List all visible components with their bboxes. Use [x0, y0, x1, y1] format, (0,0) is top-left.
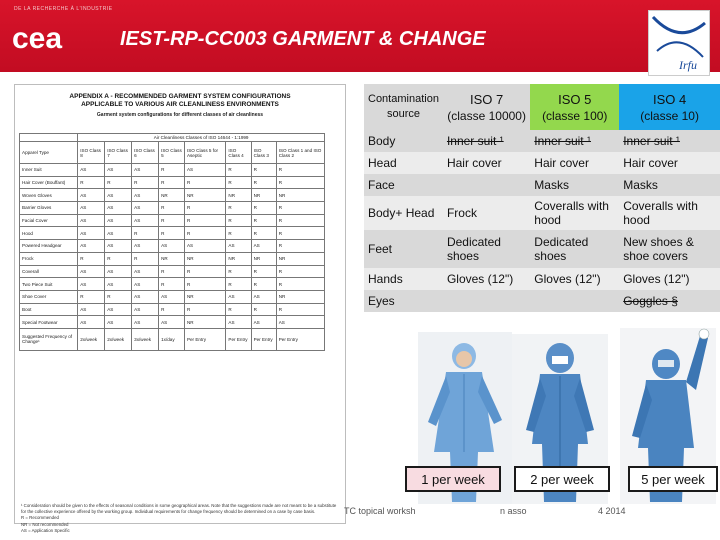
- recommendation-cell: AS: [159, 290, 185, 303]
- note: R = Recommended: [21, 515, 59, 521]
- recommendation-cell: AS: [184, 164, 225, 177]
- recommendation-cell: R: [132, 176, 159, 189]
- recommendation-cell: AS: [251, 290, 276, 303]
- apparel-type-cell: Boot: [20, 303, 78, 316]
- recommendation-cell: AS: [105, 240, 132, 253]
- recommendation-cell: AS: [132, 290, 159, 303]
- recommendation-cell: AS: [78, 227, 105, 240]
- recommendation-cell: R: [159, 214, 185, 227]
- recommendation-cell: R: [251, 227, 276, 240]
- iso7-cell: Frock: [443, 196, 530, 230]
- recommendation-cell: NR: [251, 189, 276, 202]
- recommendation-cell: R: [78, 290, 105, 303]
- recommendation-cell: R: [226, 265, 251, 278]
- recommendation-cell: R: [226, 214, 251, 227]
- recommendation-cell: AS: [78, 303, 105, 316]
- row-source: Body: [364, 130, 443, 152]
- recommendation-cell: NR: [226, 189, 251, 202]
- iso4-cell: Masks: [619, 174, 720, 196]
- recommendation-cell: R: [159, 227, 185, 240]
- appendix-row: [20, 303, 325, 316]
- apparel-type-cell: Barrier Gloves: [20, 202, 78, 215]
- recommendation-cell: R: [105, 290, 132, 303]
- col-header: ISO Class 8: [78, 142, 105, 164]
- irfu-logo: [648, 10, 710, 76]
- recommendation-cell: NR: [159, 252, 185, 265]
- appendix-row: [20, 252, 325, 265]
- recommendation-cell: R: [226, 202, 251, 215]
- recommendation-cell: AS: [105, 164, 132, 177]
- recommendation-cell: AS: [105, 303, 132, 316]
- slide-title: IEST-RP-CC003 GARMENT & CHANGE: [120, 28, 486, 50]
- brand-tagline: DE LA RECHERCHE À L'INDUSTRIE: [14, 6, 113, 12]
- iso4-cell: Hair cover: [619, 152, 720, 174]
- col-header: ISO Class 7: [105, 142, 132, 164]
- garment-comparison-table: [364, 84, 720, 312]
- slide-header: [0, 0, 720, 72]
- recommendation-cell: R: [78, 176, 105, 189]
- recommendation-cell: AS: [226, 290, 251, 303]
- recommendation-cell: AS: [226, 316, 251, 329]
- appendix-row: [20, 164, 325, 177]
- iso5-cell: Coveralls with hood: [530, 196, 619, 230]
- recommendation-cell: R: [132, 227, 159, 240]
- row-source: Face: [364, 174, 443, 196]
- iso5-cell: [530, 290, 619, 312]
- apparel-type-cell: Frock: [20, 252, 78, 265]
- iso4-cell: Coveralls with hood: [619, 196, 720, 230]
- recommendation-cell: R: [226, 164, 251, 177]
- row-source: Hands: [364, 268, 443, 290]
- recommendation-cell: R: [105, 252, 132, 265]
- appendix-row: [20, 240, 325, 253]
- recommendation-cell: NR: [276, 290, 324, 303]
- empty-corner: [20, 134, 78, 142]
- appendix-row: [20, 176, 325, 189]
- iso7-cell: Gloves (12"): [443, 268, 530, 290]
- footer-right: 4 2014: [598, 506, 626, 516]
- iso7-cell: Hair cover: [443, 152, 530, 174]
- iso7-header: ISO 7 (classe 10000): [443, 84, 530, 130]
- iso4-header: ISO 4 (classe 10): [619, 84, 720, 130]
- appendix-table-title: Air Cleanliness Classes of ISO 14644 - 1:1999: [78, 134, 325, 142]
- note: ¹ Consideration should be given to the effects of seasonal conditions in some geographical areas. Note that the suggestions made are not meant to be a substitute for the collective experience offered by the working group. Individual requirements for change frequency should be determined on a case by case basis.: [21, 503, 337, 514]
- col-header: ISO Class 5 for Aseptic: [184, 142, 225, 164]
- iso4-frequency-label: 5 per week: [628, 466, 718, 492]
- recommendation-cell: R: [226, 278, 251, 291]
- recommendation-cell: R: [276, 202, 324, 215]
- recommendation-cell: AS: [105, 265, 132, 278]
- recommendation-cell: R: [226, 303, 251, 316]
- cea-logo-text: cea: [12, 22, 63, 55]
- freq-cell: 1x/day: [159, 328, 185, 350]
- recommendation-cell: AS: [78, 202, 105, 215]
- source-header: Contamination source: [364, 84, 443, 130]
- freq-cell: 3x/week: [132, 328, 159, 350]
- recommendation-cell: AS: [132, 214, 159, 227]
- recommendation-cell: R: [226, 227, 251, 240]
- recommendation-cell: R: [184, 214, 225, 227]
- apparel-type-cell: Inner Suit: [20, 164, 78, 177]
- recommendation-cell: R: [276, 214, 324, 227]
- apparel-type-cell: Coverall: [20, 265, 78, 278]
- row-source: Head: [364, 152, 443, 174]
- freq-cell: Per Entry: [184, 328, 225, 350]
- recommendation-cell: AS: [105, 316, 132, 329]
- appendix-document: [14, 84, 346, 534]
- recommendation-cell: R: [276, 265, 324, 278]
- appendix-subtitle: Garment system configurations for different classes of air cleanliness: [96, 112, 264, 118]
- freq-cell: Suggested Frequency of Change¹: [20, 328, 78, 350]
- apparel-type-cell: Two Piece Suit: [20, 278, 78, 291]
- recommendation-cell: R: [184, 278, 225, 291]
- recommendation-cell: AS: [78, 214, 105, 227]
- appendix-row: [20, 189, 325, 202]
- recommendation-cell: R: [251, 176, 276, 189]
- note: AS = Application Specific: [21, 528, 70, 534]
- recommendation-cell: R: [276, 164, 324, 177]
- recommendation-cell: NR: [184, 189, 225, 202]
- recommendation-cell: AS: [78, 240, 105, 253]
- recommendation-cell: R: [159, 303, 185, 316]
- apparel-type-cell: Special Footwear: [20, 316, 78, 329]
- recommendation-cell: AS: [132, 202, 159, 215]
- iso7-cell: [443, 290, 530, 312]
- recommendation-cell: NR: [184, 290, 225, 303]
- recommendation-cell: AS: [105, 278, 132, 291]
- iso5-cell: Masks: [530, 174, 619, 196]
- recommendation-cell: R: [159, 176, 185, 189]
- recommendation-cell: AS: [105, 227, 132, 240]
- col-header: ISO Class 5: [159, 142, 185, 164]
- recommendation-cell: R: [251, 202, 276, 215]
- recommendation-cell: AS: [132, 189, 159, 202]
- irfu-logo-text: Irfu: [679, 58, 697, 72]
- recommendation-cell: AS: [276, 316, 324, 329]
- recommendation-cell: R: [276, 227, 324, 240]
- recommendation-cell: R: [251, 278, 276, 291]
- iso5-cell: Dedicated shoes: [530, 230, 619, 268]
- note: NR = Not recommended: [21, 521, 69, 527]
- apparel-type-cell: Shoe Cover: [20, 290, 78, 303]
- recommendation-cell: R: [159, 278, 185, 291]
- recommendation-cell: AS: [132, 265, 159, 278]
- iso7-frequency-label: 1 per week: [405, 466, 501, 492]
- iso4-cell: Inner suit ¹: [619, 130, 720, 152]
- recommendation-cell: NR: [184, 316, 225, 329]
- recommendation-cell: AS: [159, 316, 185, 329]
- recommendation-cell: AS: [132, 164, 159, 177]
- recommendation-cell: AS: [132, 240, 159, 253]
- freq-cell: Per Entry: [251, 328, 276, 350]
- recommendation-cell: AS: [132, 303, 159, 316]
- recommendation-cell: AS: [184, 240, 225, 253]
- freq-cell: 2x/week: [78, 328, 105, 350]
- recommendation-cell: AS: [78, 278, 105, 291]
- recommendation-cell: R: [159, 265, 185, 278]
- appendix-notes: [21, 503, 341, 535]
- footer-left: TC topical worksh: [344, 506, 416, 516]
- recommendation-cell: R: [184, 227, 225, 240]
- recommendation-cell: AS: [105, 202, 132, 215]
- freq-cell: Per Entry: [226, 328, 251, 350]
- recommendation-cell: AS: [78, 316, 105, 329]
- appendix-table: [19, 133, 325, 351]
- apparel-type-cell: Hood: [20, 227, 78, 240]
- row-source: Feet: [364, 230, 443, 268]
- recommendation-cell: R: [184, 265, 225, 278]
- recommendation-cell: R: [276, 240, 324, 253]
- iso5-cell: Inner suit ¹: [530, 130, 619, 152]
- appendix-row: [20, 290, 325, 303]
- recommendation-cell: AS: [251, 240, 276, 253]
- iso5-cell: Gloves (12"): [530, 268, 619, 290]
- recommendation-cell: NR: [226, 252, 251, 265]
- recommendation-cell: R: [276, 278, 324, 291]
- recommendation-cell: R: [276, 176, 324, 189]
- recommendation-cell: AS: [159, 240, 185, 253]
- row-source: Body+ Head: [364, 196, 443, 230]
- iso4-cell: New shoes & shoe covers: [619, 230, 720, 268]
- recommendation-cell: AS: [78, 164, 105, 177]
- recommendation-cell: R: [251, 214, 276, 227]
- col-header: ISO Class 1 and ISO Class 2: [276, 142, 324, 164]
- appendix-row: [20, 316, 325, 329]
- appendix-row: [20, 227, 325, 240]
- recommendation-cell: R: [184, 202, 225, 215]
- recommendation-cell: NR: [159, 189, 185, 202]
- recommendation-cell: AS: [251, 316, 276, 329]
- col-header: ISO Class 4: [226, 142, 251, 164]
- col-header: ISO Class 6: [132, 142, 159, 164]
- apparel-type-cell: Facial Cover: [20, 214, 78, 227]
- appendix-row: [20, 202, 325, 215]
- apparel-type-cell: Hair Cover (Bouffant): [20, 176, 78, 189]
- recommendation-cell: NR: [184, 252, 225, 265]
- recommendation-cell: AS: [132, 278, 159, 291]
- recommendation-cell: AS: [132, 316, 159, 329]
- recommendation-cell: NR: [251, 252, 276, 265]
- recommendation-cell: AS: [226, 240, 251, 253]
- recommendation-cell: NR: [276, 189, 324, 202]
- footer-middle: n asso: [500, 506, 527, 516]
- iso5-frequency-label: 2 per week: [514, 466, 610, 492]
- iso7-cell: [443, 174, 530, 196]
- recommendation-cell: R: [251, 265, 276, 278]
- recommendation-cell: R: [276, 303, 324, 316]
- appendix-row: [20, 278, 325, 291]
- iso4-cell: Gloves (12"): [619, 268, 720, 290]
- recommendation-cell: R: [184, 303, 225, 316]
- iso4-cell: Goggles §: [619, 290, 720, 312]
- apparel-type-cell: Powered Headgear: [20, 240, 78, 253]
- freq-cell: 2x/week: [105, 328, 132, 350]
- iso5-cell: Hair cover: [530, 152, 619, 174]
- recommendation-cell: R: [159, 202, 185, 215]
- col-header: Apparel Type: [20, 142, 78, 164]
- appendix-row: [20, 265, 325, 278]
- recommendation-cell: R: [226, 176, 251, 189]
- iso5-header: ISO 5 (classe 100): [530, 84, 619, 130]
- recommendation-cell: AS: [105, 214, 132, 227]
- appendix-row: [20, 214, 325, 227]
- recommendation-cell: AS: [78, 189, 105, 202]
- recommendation-cell: R: [78, 252, 105, 265]
- apparel-type-cell: Woven Gloves: [20, 189, 78, 202]
- recommendation-cell: R: [105, 176, 132, 189]
- recommendation-cell: AS: [78, 265, 105, 278]
- recommendation-cell: R: [251, 303, 276, 316]
- cea-logo: [10, 20, 72, 54]
- recommendation-cell: R: [184, 176, 225, 189]
- recommendation-cell: R: [251, 164, 276, 177]
- appendix-title: APPENDIX A - RECOMMENDED GARMENT SYSTEM CONFIGURATIONS APPLICABLE TO VARIOUS AIR CLEANLINESS ENVIRONMENTS: [69, 93, 291, 108]
- recommendation-cell: NR: [276, 252, 324, 265]
- recommendation-cell: AS: [105, 189, 132, 202]
- row-source: Eyes: [364, 290, 443, 312]
- freq-cell: Per Entry: [276, 328, 324, 350]
- iso7-cell: Inner suit ¹: [443, 130, 530, 152]
- recommendation-cell: R: [132, 252, 159, 265]
- recommendation-cell: R: [159, 164, 185, 177]
- iso7-cell: Dedicated shoes: [443, 230, 530, 268]
- col-header: ISO Class 3: [251, 142, 276, 164]
